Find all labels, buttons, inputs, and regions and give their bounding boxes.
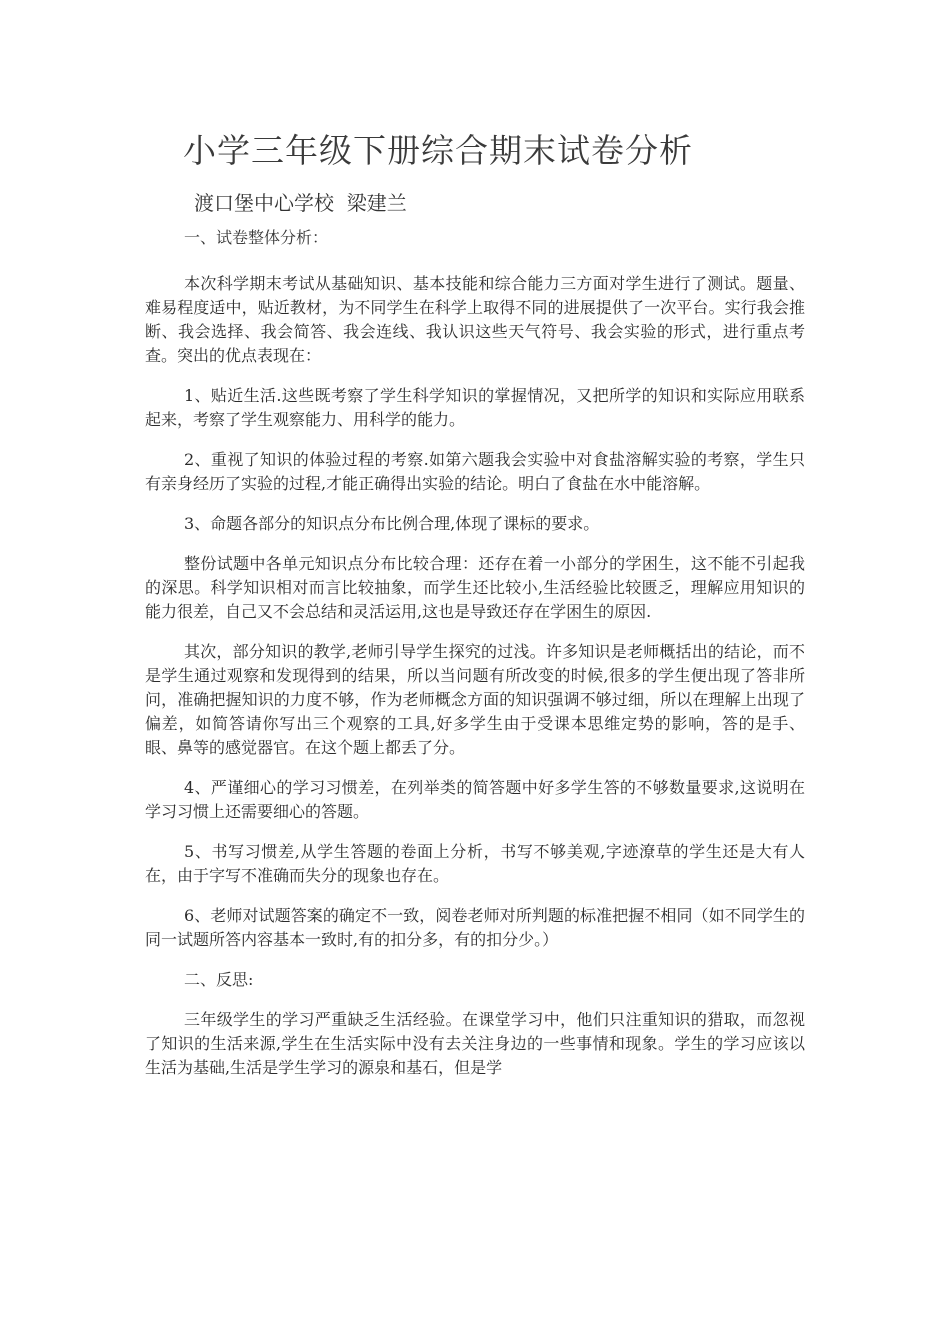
paragraph-reflection: 三年级学生的学习严重缺乏生活经验。在课堂学习中，他们只注重知识的猎取，而忽视了知识的生活来源,学生在生活实际中没有去关注身边的一些事情和现象。学生的学习应该以生活为基础,生活是学生学习的源泉和基石，但是学: [145, 1010, 805, 1077]
paragraph-intro: 本次科学期末考试从基础知识、基本技能和综合能力三方面对学生进行了测试。题量、难易程度适中，贴近教材，为不同学生在科学上取得不同的进展提供了一次平台。实行我会推断、我会选择、我会简答、我会连线、我认识这些天气符号、我会实验的形式，进行重点考查。突出的优点表现在：: [145, 274, 805, 365]
paragraph-point-4: 4、严谨细心的学习习惯差，在列举类的简答题中好多学生答的不够数量要求,这说明在学习习惯上还需要细心的答题。: [145, 778, 805, 821]
paragraph-secondly: 其次，部分知识的教学,老师引导学生探究的过浅。许多知识是老师概括出的结论，而不是学生通过观察和发现得到的结果，所以当问题有所改变的时候,很多的学生便出现了答非所问，准确把握知识的力度不够，作为老师概念方面的知识强调不够过细，所以在理解上出现了偏差，如简答请你写出三个观察的工具,好多学生由于受课本思维定势的影响，答的是手、眼、鼻等的感觉器官。在这个题上都丢了分。: [145, 642, 805, 757]
paragraph-overall-distribution: 整份试题中各单元知识点分布比较合理：还存在着一小部分的学困生，这不能不引起我的深思。科学知识相对而言比较抽象，而学生还比较小,生活经验比较匮乏，理解应用知识的能力很差，自己又不会总结和灵活运用,这也是导致还存在学困生的原因.: [145, 554, 805, 621]
paragraph-point-2: 2、重视了知识的体验过程的考察.如第六题我会实验中对食盐溶解实验的考察，学生只有亲身经历了实验的过程,才能正确得出实验的结论。明白了食盐在水中能溶解。: [145, 450, 805, 493]
section-heading-reflection: 二、反思:: [184, 970, 254, 989]
section-heading-overall-analysis: 一、试卷整体分析：: [184, 228, 329, 247]
paragraph-point-1: 1、贴近生活.这些既考察了学生科学知识的掌握情况，又把所学的知识和实际应用联系起来，考察了学生观察能力、用科学的能力。: [145, 386, 805, 429]
paragraph-point-5: 5、书写习惯差,从学生答题的卷面上分析，书写不够美观,字迹潦草的学生还是大有人在，由于字写不准确而失分的现象也存在。: [145, 842, 805, 885]
paragraph-point-3: 3、命题各部分的知识点分布比例合理,体现了课标的要求。: [184, 514, 600, 533]
document-title: 小学三年级下册综合期末试卷分析: [183, 131, 693, 170]
author-line: 渡口堡中心学校 梁建兰: [194, 191, 407, 215]
document-body: [145, 128, 805, 1080]
paragraph-point-6: 6、老师对试题答案的确定不一致，阅卷老师对所判题的标准把握不相同（如不同学生的同一试题所答内容基本一致时,有的扣分多，有的扣分少。）: [145, 906, 805, 949]
